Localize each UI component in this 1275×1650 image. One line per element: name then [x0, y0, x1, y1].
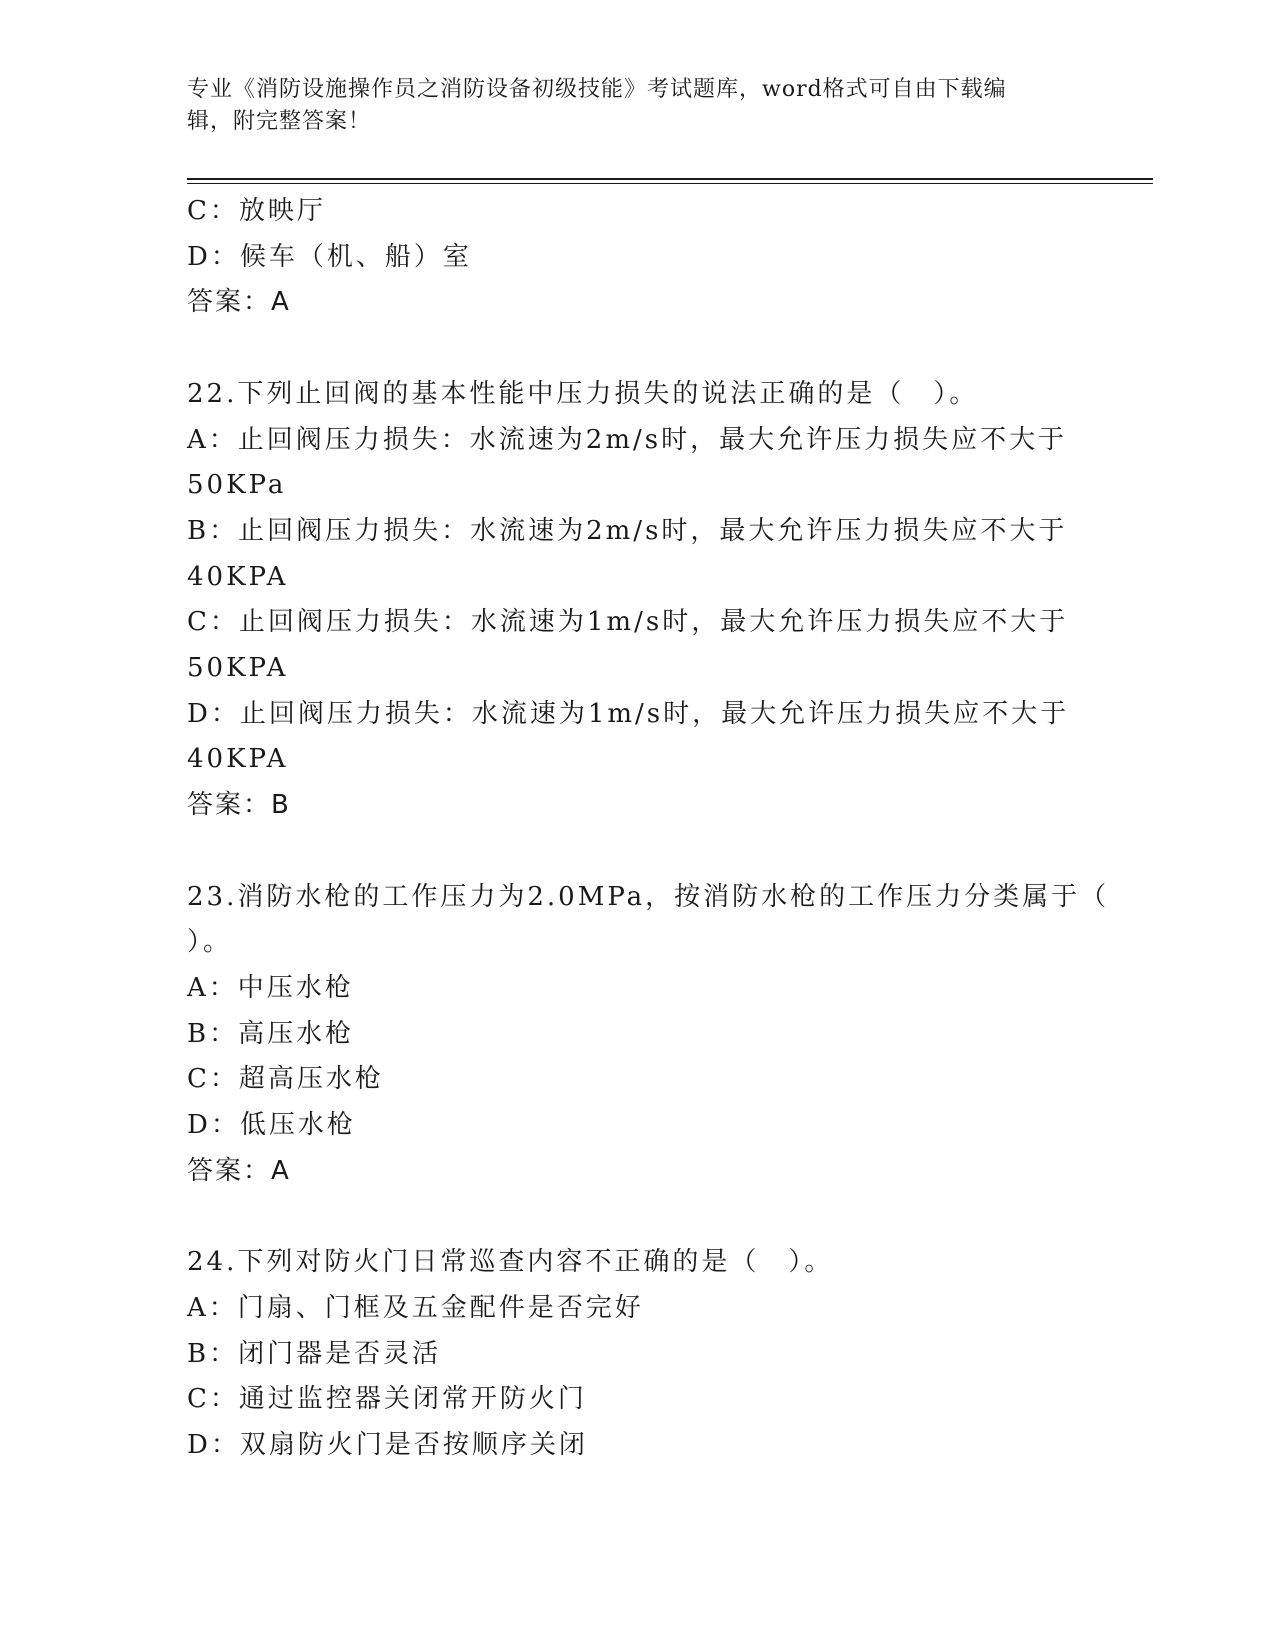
option-d: D：止回阀压力损失：水流速为1m/s时，最大允许压力损失应不大于 [187, 698, 1070, 729]
option-a: A：止回阀压力损失：水流速为2m/s时，最大允许压力损失应不大于 [187, 424, 1068, 455]
header-line-2: 辑，附完整答案！ [187, 109, 372, 134]
option-a-continued: 50KPa [187, 470, 287, 501]
option-b: B：止回阀压力损失：水流速为2m/s时，最大允许压力损失应不大于 [187, 515, 1068, 546]
option-d-continued: 40KPA [187, 744, 289, 775]
question-23 [187, 875, 1110, 1195]
option-c: C：超高压水枪 [187, 1064, 384, 1095]
option-a: A：中压水枪 [187, 972, 354, 1003]
option-c-continued: 50KPA [187, 653, 289, 684]
question-stem: 23.消防水枪的工作压力为2.0MPa，按消防水枪的工作压力分类属于（ [187, 881, 1110, 912]
spacer [187, 326, 1087, 372]
spacer [187, 1194, 1087, 1240]
answer: 答案：A [187, 1155, 291, 1186]
option-a: A：门扇、门框及五金配件是否完好 [187, 1292, 644, 1323]
option-c: C：通过监控器关闭常开防火门 [187, 1384, 587, 1415]
question-stem-continued: ）。 [187, 927, 233, 958]
question-list [187, 189, 1110, 1469]
answer: 答案：B [187, 790, 291, 821]
option-b: B：闭门器是否灵活 [187, 1338, 442, 1369]
question-22 [187, 372, 1087, 829]
question-24 [187, 1240, 1087, 1469]
question-stem: 22.下列止回阀的基本性能中压力损失的说法正确的是（ ）。 [187, 378, 979, 409]
answer: 答案：A [187, 287, 291, 318]
question-stem: 24.下列对防火门日常巡查内容不正确的是（ ）。 [187, 1247, 834, 1278]
document-header [187, 74, 1087, 138]
option-d: D：双扇防火门是否按顺序关闭 [187, 1429, 588, 1460]
header-rule-thin [187, 183, 1153, 184]
option-d: D：候车（机、船）室 [187, 241, 472, 272]
question-21-tail [187, 189, 1087, 326]
option-d: D：低压水枪 [187, 1110, 356, 1141]
spacer [187, 829, 1087, 875]
header-rule-thick [187, 178, 1153, 180]
header-line-1: 专业《消防设施操作员之消防设备初级技能》考试题库，word格式可自由下载编 [187, 77, 1007, 102]
option-b-continued: 40KPA [187, 561, 289, 592]
option-b: B：高压水枪 [187, 1018, 355, 1049]
option-c: C：止回阀压力损失：水流速为1m/s时，最大允许压力损失应不大于 [187, 607, 1069, 638]
option-c: C：放映厅 [187, 196, 326, 226]
